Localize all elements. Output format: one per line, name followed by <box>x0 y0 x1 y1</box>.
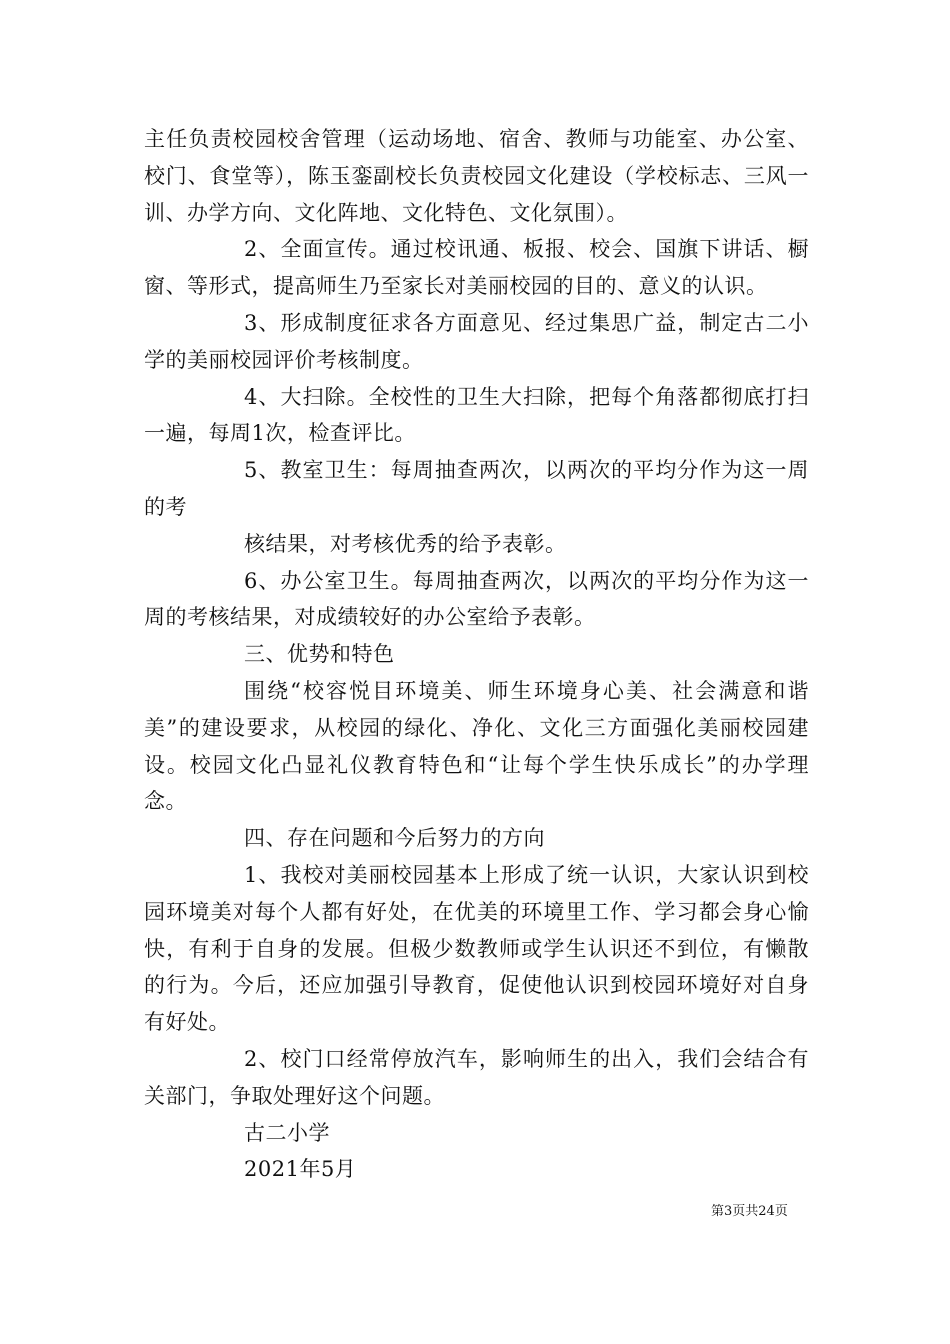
paragraph-item-2: 2、全面宣传。通过校讯通、板报、校会、国旗下讲话、橱窗、等形式，提高师生乃至家长对美丽校园的目的、意义的认识。 <box>144 237 809 299</box>
paragraph-problem-2: 2、校门口经常停放汽车，影响师生的出入，我们会结合有关部门，争取处理好这个问题。 <box>144 1046 809 1108</box>
signature-school: 古二小学 <box>244 1120 330 1145</box>
document-body <box>144 121 809 1188</box>
signature-date: 2021年5月 <box>244 1157 357 1182</box>
section-heading-3: 三、优势和特色 <box>244 642 395 667</box>
page-footer: 第3页共24页 <box>711 1204 788 1219</box>
paragraph-continuation: 主任负责校园校舍管理（运动场地、宿舍、教师与功能室、办公室、校门、食堂等），陈玉銮副校长负责校园文化建设（学校标志、三风一训、办学方向、文化阵地、文化特色、文化氛围）。 <box>144 127 809 225</box>
paragraph-strengths: 围绕“校容悦目环境美、师生环境身心美、社会满意和谐美”的建设要求，从校园的绿化、净化、文化三方面强化美丽校园建设。校园文化凸显礼仪教育特色和“让每个学生快乐成长”的办学理念。 <box>144 678 809 814</box>
paragraph-problem-1: 1、我校对美丽校园基本上形成了统一认识，大家认识到校园环境美对每个人都有好处，在优美的环境里工作、学习都会身心愉快，有利于自身的发展。但极少数教师或学生认识还不到位，有懒散的行为。今后，还应加强引导教育，促使他认识到校园环境好对自身有好处。 <box>144 862 809 1035</box>
paragraph-item-6: 6、办公室卫生。每周抽查两次，以两次的平均分作为这一周的考核结果，对成绩较好的办公室给予表彰。 <box>144 568 809 630</box>
paragraph-item-4: 4、大扫除。全校性的卫生大扫除，把每个角落都彻底打扫一遍，每周1次，检查评比。 <box>144 384 809 446</box>
paragraph-item-5-cont: 核结果，对考核优秀的给予表彰。 <box>244 531 567 556</box>
section-heading-4: 四、存在问题和今后努力的方向 <box>244 826 545 851</box>
paragraph-item-5: 5、教室卫生：每周抽查两次，以两次的平均分作为这一周的考 <box>144 458 809 519</box>
paragraph-item-3: 3、形成制度征求各方面意见、经过集思广益，制定古二小学的美丽校园评价考核制度。 <box>144 310 809 372</box>
